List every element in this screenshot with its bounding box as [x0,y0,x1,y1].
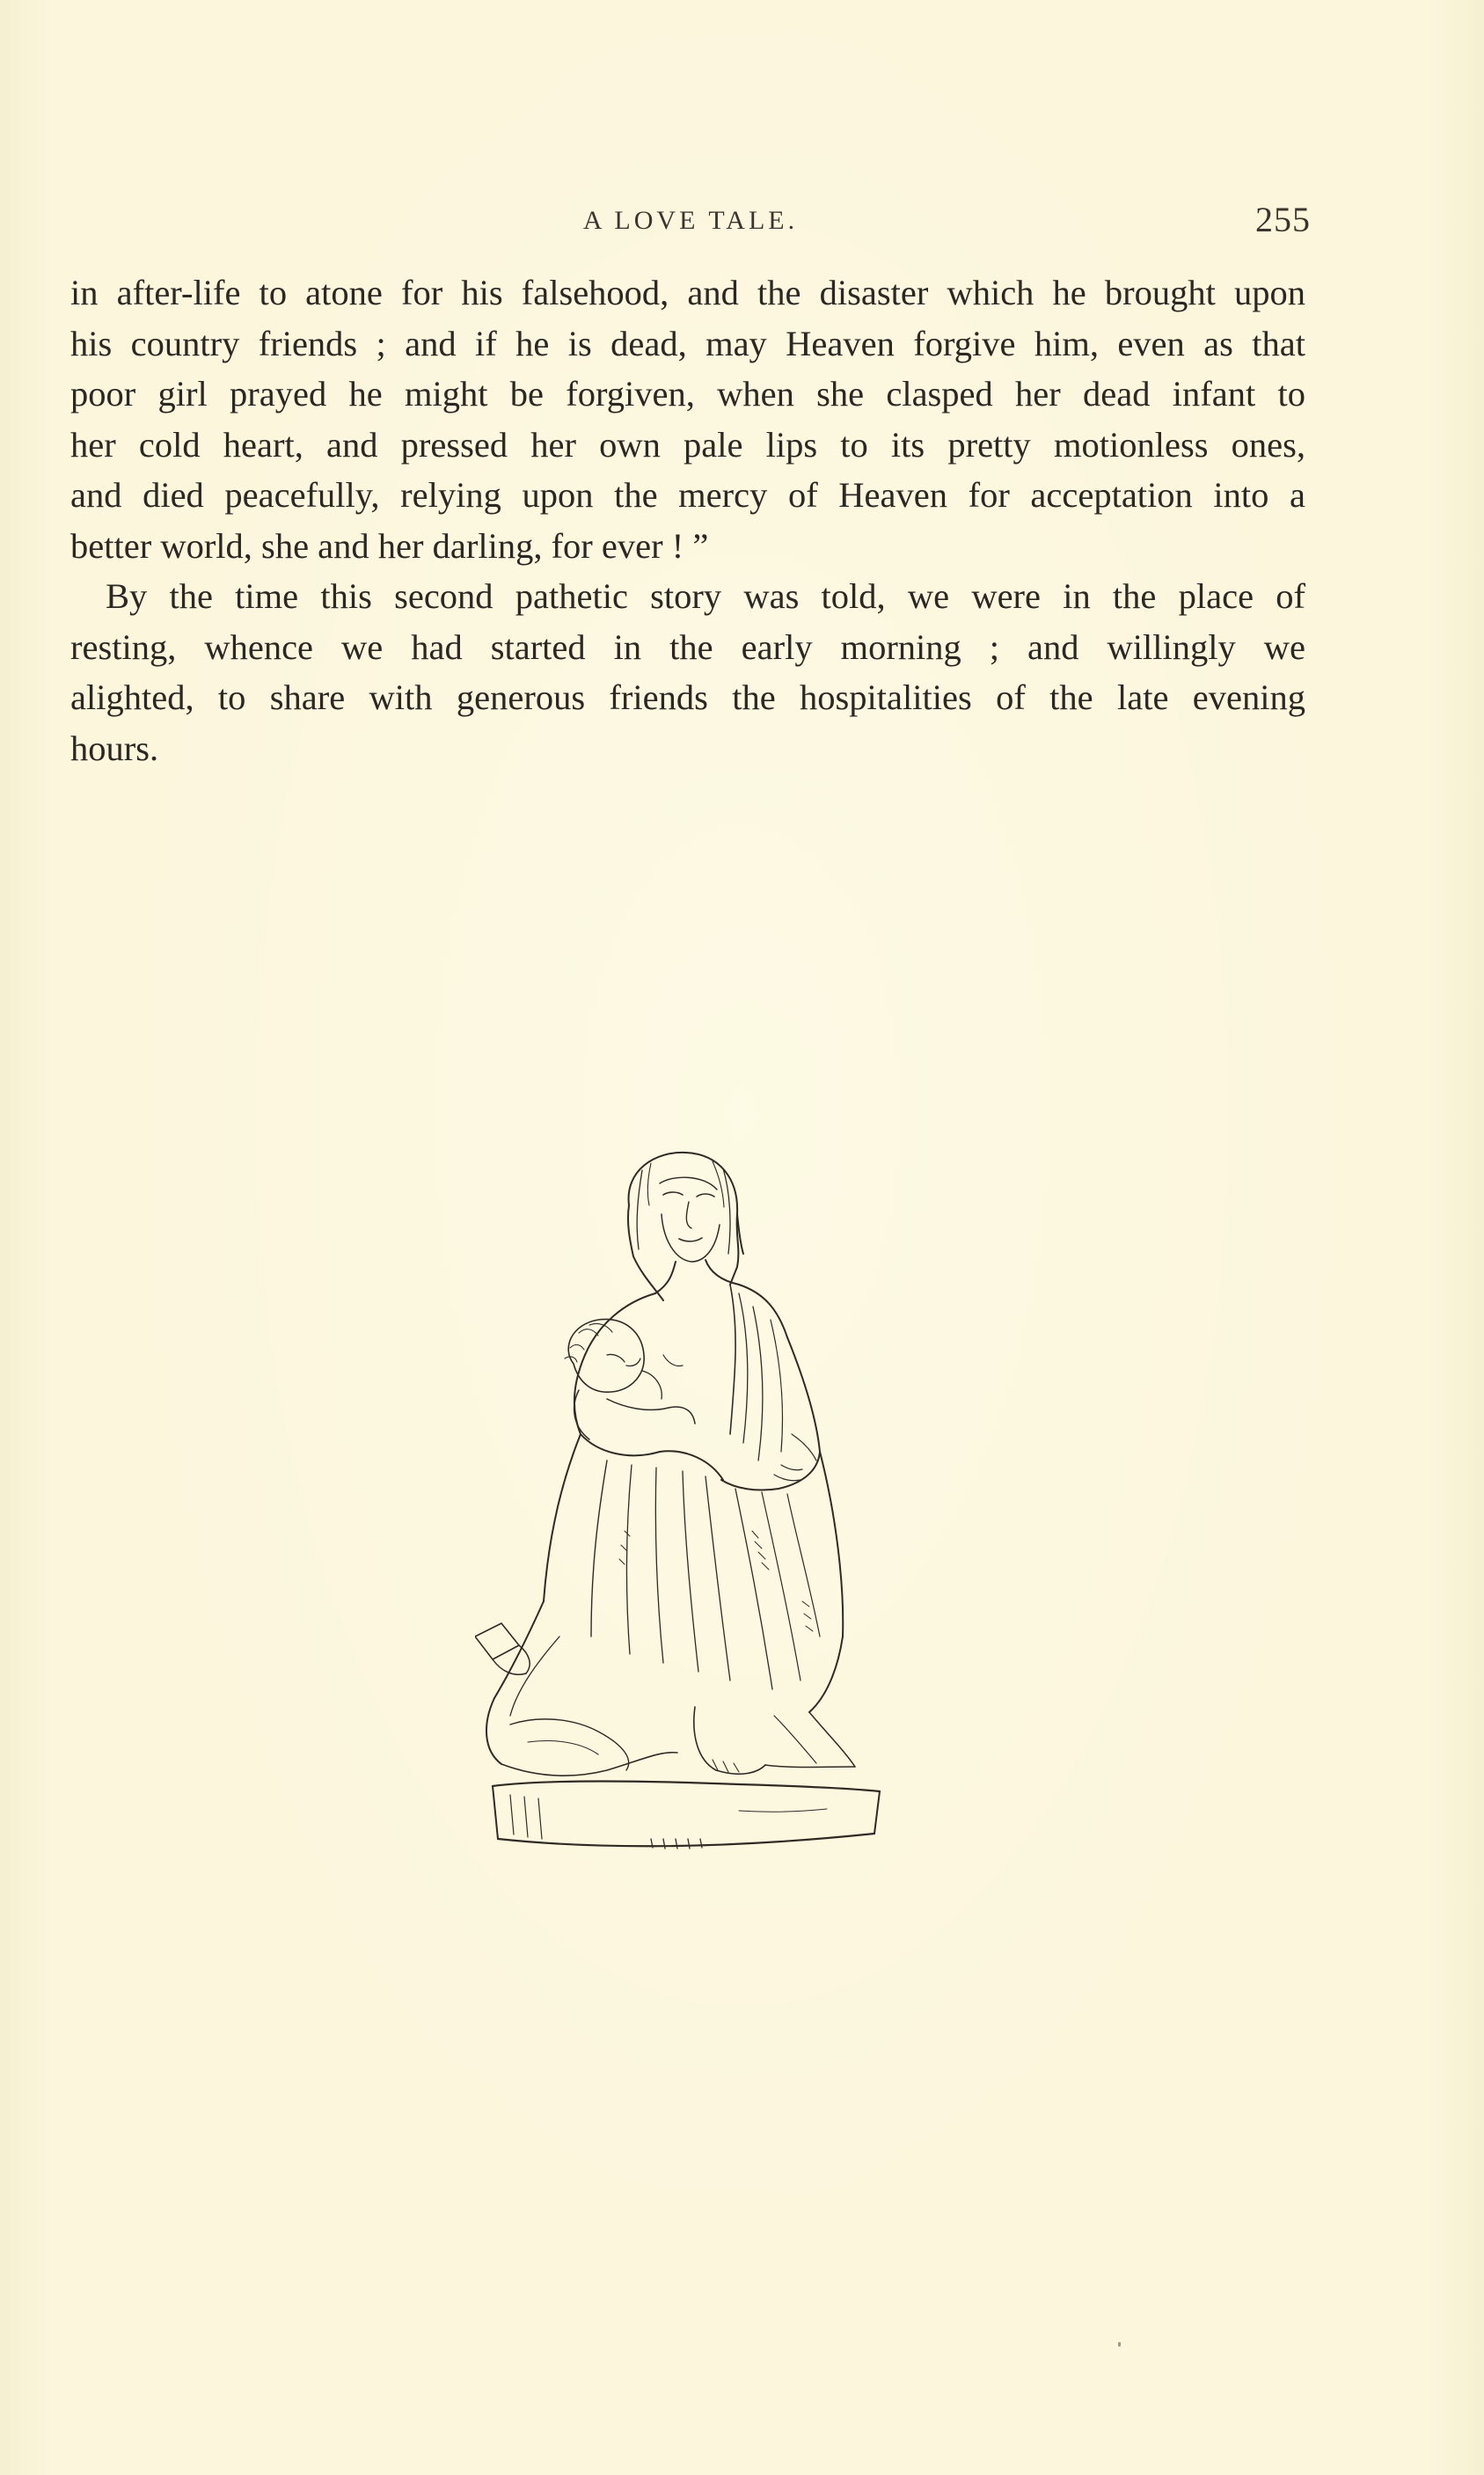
text-line: in after-life to atone for his falsehood, and the disaster which he brought upon [70,273,1305,312]
text-line: her cold heart, and pressed her own pale lips to its pretty motionless ones, [70,424,1305,465]
running-head [70,199,1311,243]
paper-speck [1118,2342,1121,2347]
text-line: better world, she and her darling, for ever ! ” [70,525,709,566]
running-title: A LOVE TALE. [582,206,799,235]
text-line: hours. [70,728,159,768]
text-line: resting, whence we had started in the early morning ; and willingly we [70,626,1305,667]
text-line: and died peacefully, relying upon the mercy of Heaven for acceptation into a [70,475,1305,515]
text-line: By the time this second pathetic story was told, we were in the place of [106,576,1305,616]
body-text [70,267,1305,773]
statue-mother-and-child-icon [475,1144,897,1856]
text-line: poor girl prayed he might be forgiven, when she clasped her dead infant to [70,374,1305,414]
text-line: alighted, to share with generous friends the hospitalities of the late evening [70,677,1305,717]
text-line: his country friends ; and if he is dead, may Heaven forgive him, even as that [70,323,1305,363]
page-number: 255 [1255,200,1311,239]
